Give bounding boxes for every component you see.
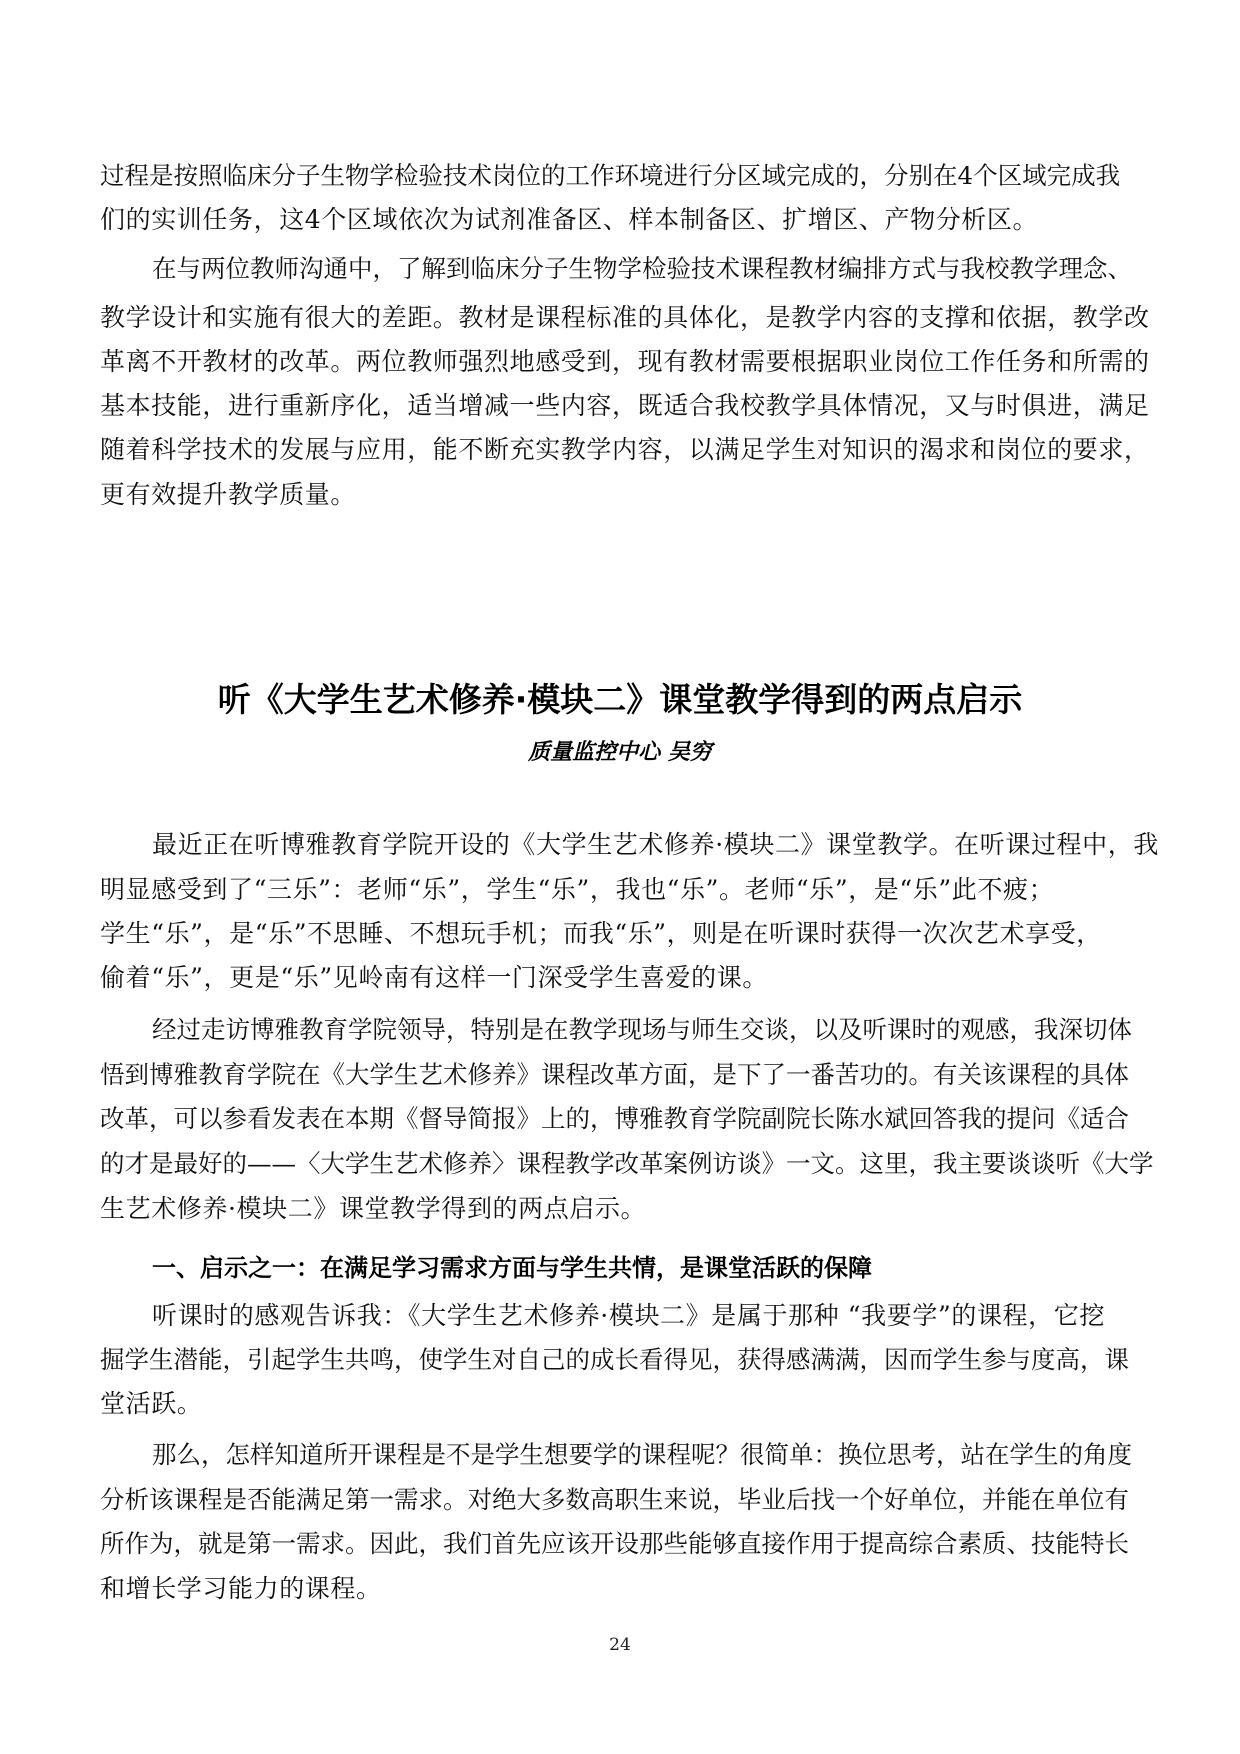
article-title: 听《大学生艺术修养·模块二》课堂教学得到的两点启示	[217, 680, 1023, 719]
text-line: 在与两位教师沟通中，了解到临床分子生物学检验技术课程教材编排方式与我校教学理念、	[152, 254, 1132, 283]
section-heading: 一、启示之一：在满足学习需求方面与学生共情，是课堂活跃的保障	[152, 1254, 872, 1282]
text-line: 教学设计和实施有很大的差距。教材是课程标准的具体化，是教学内容的支撑和依据，教学改	[100, 303, 1150, 332]
text-line: 听课时的感观告诉我：《大学生艺术修养·模块二》是属于那种 “我要学”的课程，它挖	[152, 1301, 1105, 1330]
text-line: 革离不开教材的改革。两位教师强烈地感受到，现有教材需要根据职业岗位工作任务和所需的	[100, 347, 1150, 376]
article-byline: 质量监控中心 吴穷	[528, 739, 712, 765]
text-line: 生艺术修养·模块二》课堂教学得到的两点启示。	[100, 1194, 647, 1223]
text-line: 所作为，就是第一需求。因此，我们首先应该开设那些能够直接作用于提高综合素质、技能特长	[100, 1529, 1129, 1558]
text-line: 和增长学习能力的课程。	[100, 1574, 382, 1603]
text-line: 改革，可以参看发表在本期《督导简报》上的，博雅教育学院副院长陈水斌回答我的提问《适合	[100, 1104, 1129, 1133]
text-line: 学生“乐”，是“乐”不思睡、不想玩手机；而我“乐”，则是在听课时获得一次次艺术享受，	[100, 919, 1102, 948]
text-line: 基本技能，进行重新序化，适当增减一些内容，既适合我校教学具体情况，又与时俱进，满足	[100, 391, 1150, 420]
text-line: 分析该课程是否能满足第一需求。对绝大多数高职生来说，毕业后找一个好单位，并能在单位有	[100, 1485, 1129, 1514]
text-line: 悟到博雅教育学院在《大学生艺术修养》课程改革方面，是下了一番苦功的。有关该课程的具体	[100, 1060, 1129, 1089]
text-line: 的才是最好的——〈大学生艺术修养〉课程教学改革案例访谈》一文。这里，我主要谈谈听《大学	[100, 1149, 1154, 1178]
text-line: 随着科学技术的发展与应用，能不断充实教学内容，以满足学生对知识的渴求和岗位的要求，	[100, 435, 1150, 464]
text-line: 那么，怎样知道所开课程是不是学生想要学的课程呢？很简单：换位思考，站在学生的角度	[152, 1440, 1132, 1469]
text-line: 偷着“乐”，更是“乐”见岭南有这样一门深受学生喜爱的课。	[100, 963, 768, 992]
text-line: 明显感受到了“三乐”：老师“乐”，学生“乐”，我也“乐”。老师“乐”，是“乐”此不疲；	[100, 875, 1055, 904]
text-line: 掘学生潜能，引起学生共鸣，使学生对自己的成长看得见，获得感满满，因而学生参与度高，课	[100, 1345, 1129, 1374]
text-line: 最近正在听博雅教育学院开设的《大学生艺术修养·模块二》课堂教学。在听课过程中，我	[152, 830, 1159, 859]
text-line: 们的实训任务，这4个区域依次为试剂准备区、样本制备区、扩增区、产物分析区。	[100, 205, 1039, 234]
text-line: 经过走访博雅教育学院领导，特别是在教学现场与师生交谈，以及听课时的观感，我深切体	[152, 1015, 1132, 1044]
page-number: 24	[609, 1635, 631, 1655]
text-line: 更有效提升教学质量。	[100, 480, 357, 509]
text-line: 过程是按照临床分子生物学检验技术岗位的工作环境进行分区域完成的，分别在4个区域完成我	[100, 161, 1121, 190]
text-line: 堂活跃。	[100, 1389, 203, 1418]
